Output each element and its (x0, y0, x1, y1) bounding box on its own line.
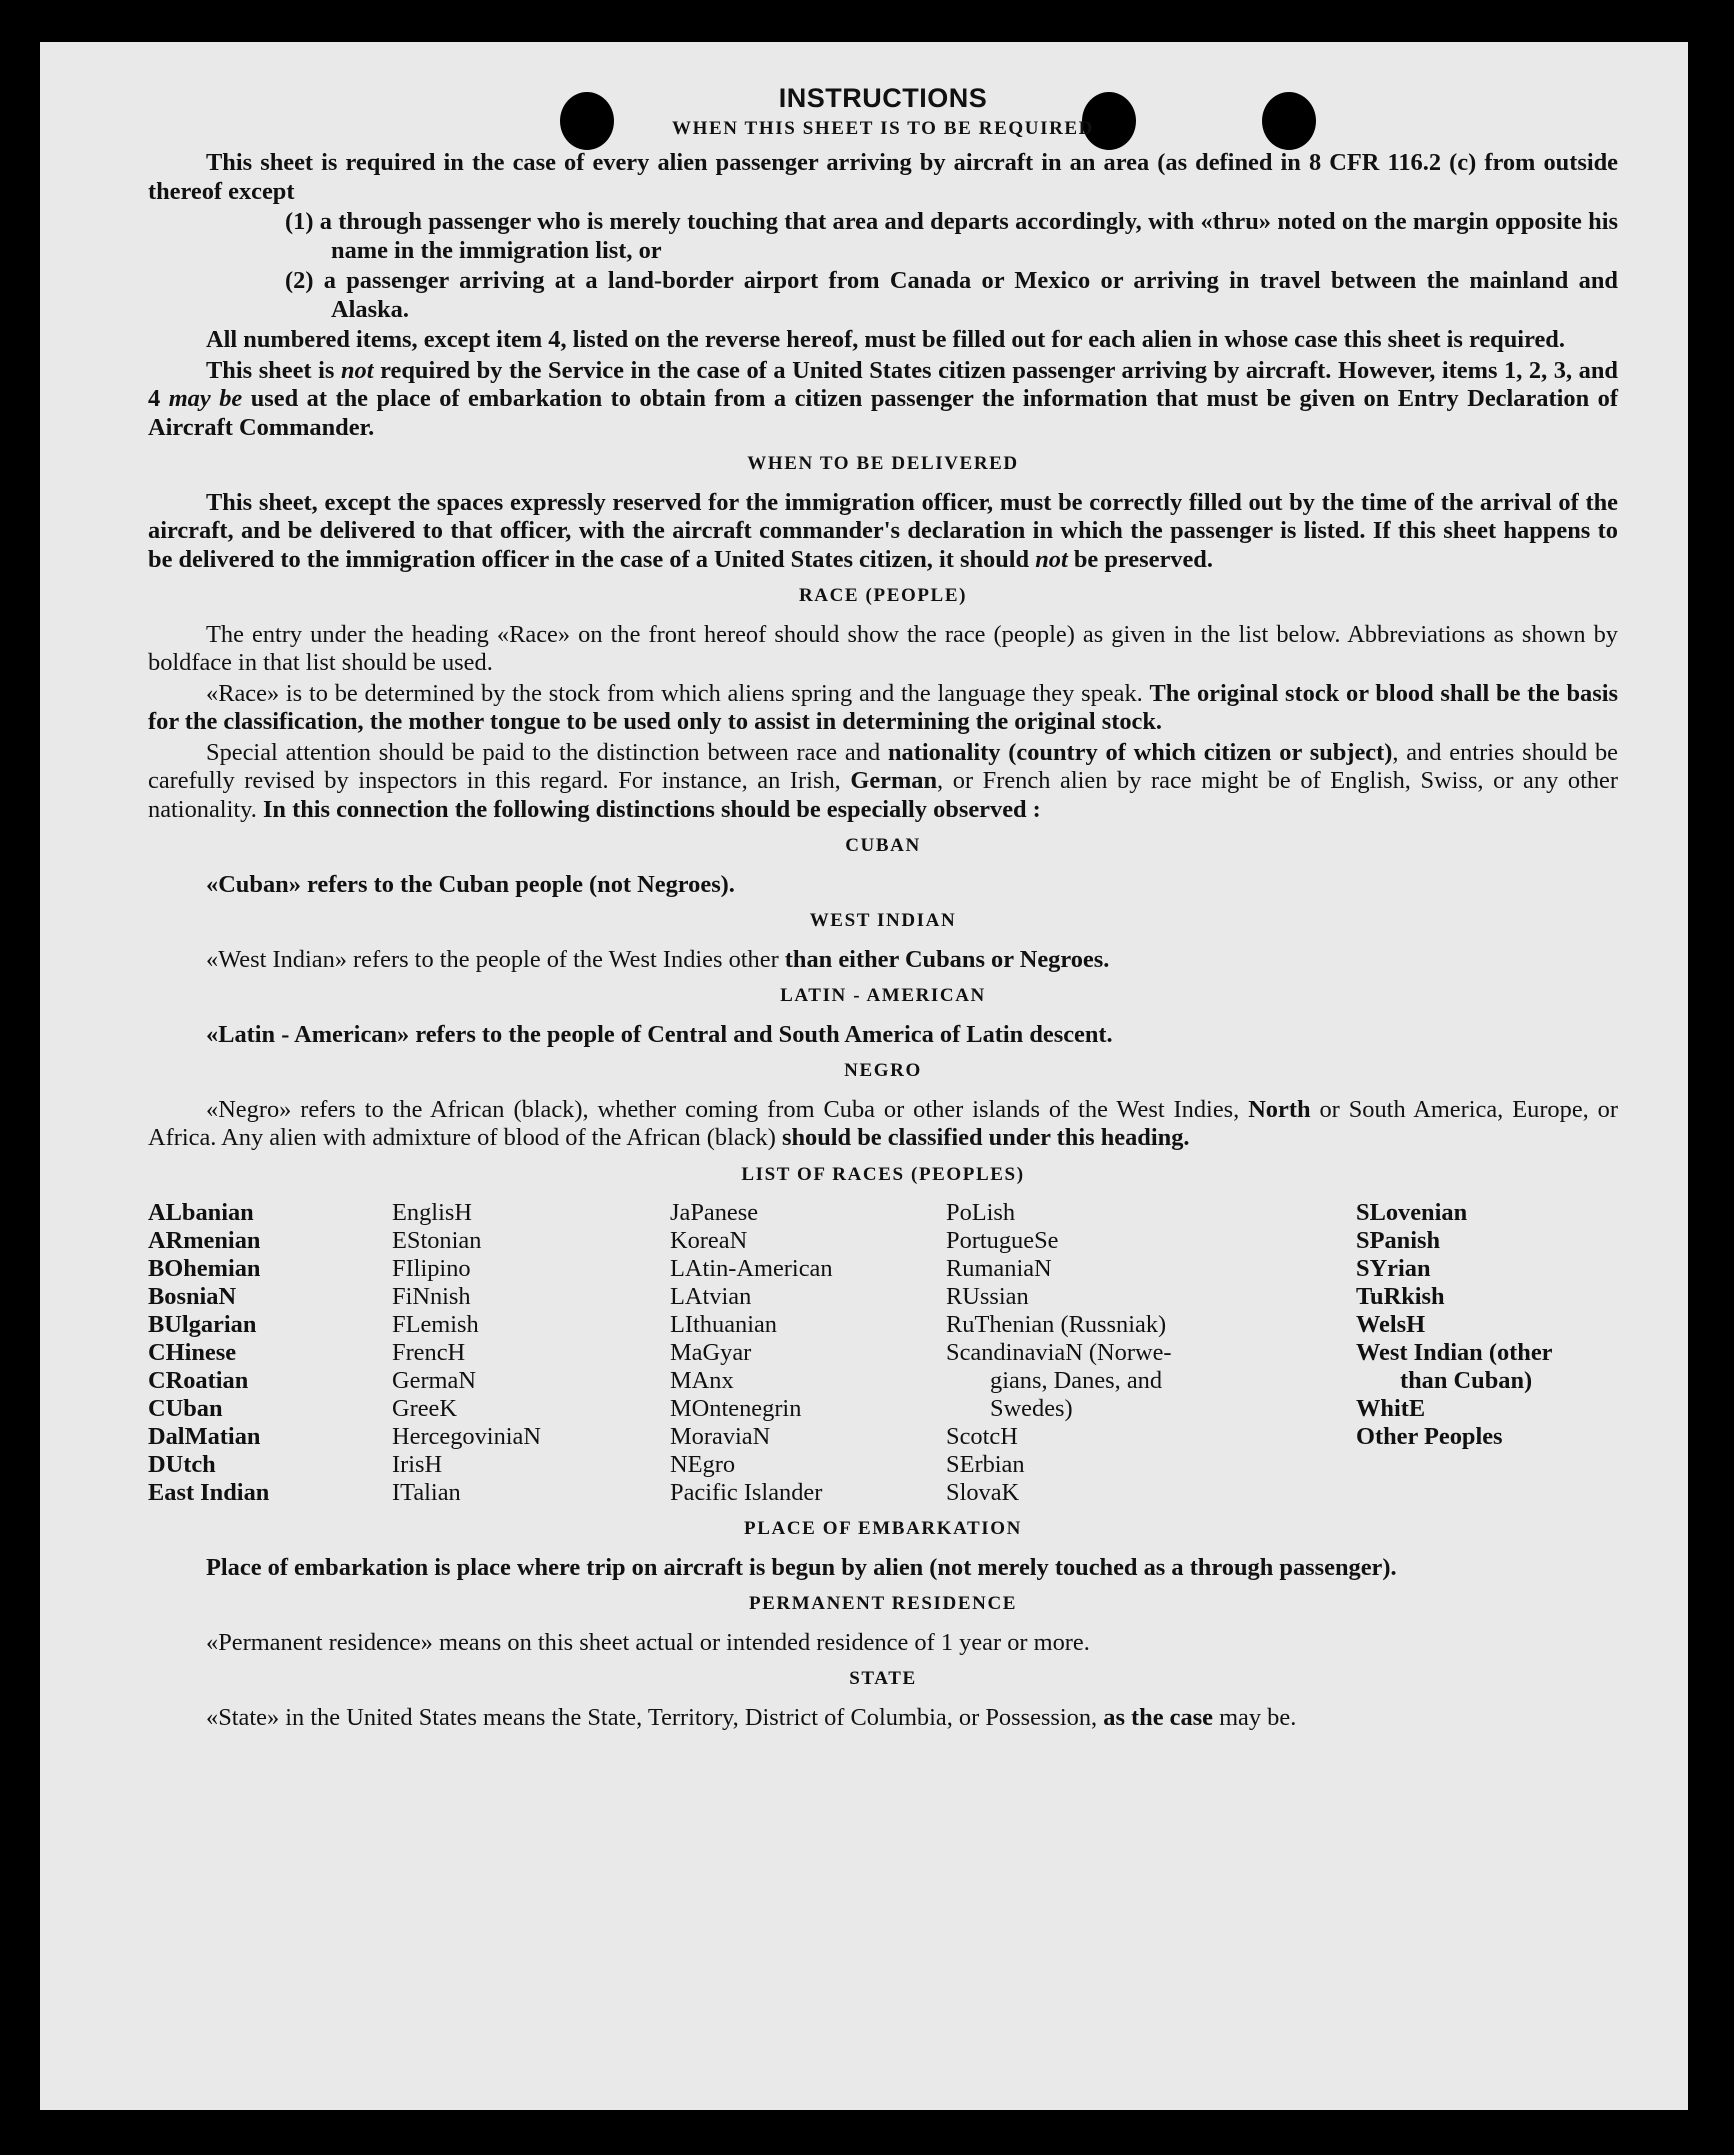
race-item: TuRkish (1356, 1283, 1445, 1310)
required-intro: This sheet is required in the case of every alien passenger arriving by aircraft in an area (as defined in 8 CFR 116.2 (c) from outside thereof except (148, 149, 1618, 205)
section-heading-residence: PERMANENT RESIDENCE (748, 1593, 1018, 1614)
text-run: passenger). (1273, 1553, 1397, 1581)
race-item: FIlipino (392, 1255, 471, 1282)
section-heading-race: RACE (PEOPLE) (798, 585, 968, 606)
text-run: may be. (1212, 1703, 1297, 1731)
race-column-3 (670, 1199, 946, 1507)
race-item: MaGyar (670, 1339, 752, 1366)
race-item: RUssian (946, 1283, 1029, 1310)
race-item: LIthuanian (670, 1311, 778, 1338)
race-item: RuThenian (Russniak) (946, 1311, 1167, 1338)
cuban-text: «Cuban» refers to the Cuban people (not Negroes). (206, 870, 735, 898)
race-item: GreeK (392, 1395, 458, 1422)
text-run: through (1189, 1553, 1274, 1581)
race-item: EStonian (392, 1227, 482, 1254)
text-run: than either Cubans or Negroes. (784, 945, 1110, 973)
race-column-5 (1356, 1199, 1618, 1507)
race-item: LAtin-American (670, 1255, 833, 1282)
race-item: MOntenegrin (670, 1395, 802, 1422)
race-item: ScotcH (946, 1423, 1018, 1450)
race-item: FLemish (392, 1311, 479, 1338)
race-item: WelsH (1356, 1311, 1426, 1338)
embarkation-text (148, 1554, 1618, 1583)
text-run: German (850, 767, 938, 794)
race-item: EnglisH (392, 1199, 472, 1226)
race-item: SlovaK (946, 1479, 1020, 1506)
negro-text (148, 1096, 1618, 1153)
race-item: DalMatian (148, 1423, 261, 1450)
race-item: MoraviaN (670, 1423, 771, 1450)
section-heading-cuban: CUBAN (845, 835, 921, 856)
required-para-2: All numbered items, except item 4, listed on the reverse hereof, must be filled out for each alien in whose case this sheet is required. (206, 326, 1565, 353)
text-run: used at the place of embarkation to obtain from a citizen passenger the information that must be given on Entry Declaration of Aircraft Commander. (148, 385, 1618, 441)
race-item: East Indian (148, 1479, 270, 1506)
section-heading-latin-american: LATIN - AMERICAN (780, 985, 986, 1006)
race-item: SPanish (1356, 1227, 1441, 1254)
emphasis-may-be: may be (168, 385, 243, 412)
race-column-1 (148, 1199, 392, 1507)
race-item: than Cuban) (1400, 1367, 1533, 1394)
race-item: West Indian (other (1356, 1339, 1553, 1366)
text-run: «West Indian» refers to the people of the West Indies other (206, 945, 785, 973)
race-column-2 (392, 1199, 670, 1507)
race-item: ARmenian (148, 1227, 261, 1254)
race-para-3 (148, 739, 1618, 825)
race-item: Swedes) (990, 1395, 1073, 1422)
required-item-1: (1) a through passenger who is merely touching that area and departs accordingly, with «thru» noted on the margin opposite his name in the immigration list, or (285, 208, 1618, 264)
text-run: required by the Service in the case of a United States citizen passenger arriving by aircraft. However, items 1, 2, 3, and 4 (148, 356, 1618, 412)
delivered-para (148, 489, 1618, 575)
text-run: North (1248, 1095, 1311, 1123)
race-item: NEgro (670, 1451, 736, 1478)
text-run: In this connection the following distinctions should be especially observed : (262, 795, 1041, 823)
race-item: PoLish (946, 1199, 1016, 1226)
section-heading-delivered: WHEN TO BE DELIVERED (747, 453, 1019, 474)
race-item: Pacific Islander (670, 1479, 823, 1506)
text-run: nationality (country of which citizen or subject) (887, 738, 1393, 766)
race-item: gians, Danes, and (990, 1367, 1163, 1394)
text-run: as the case (1103, 1703, 1213, 1731)
page-title: INSTRUCTIONS (778, 83, 988, 113)
section-heading-state: STATE (849, 1668, 917, 1689)
race-item: CUban (148, 1395, 223, 1422)
emphasis-not: not (340, 356, 374, 384)
residence-text: «Permanent residence» means on this sheet actual or intended residence of 1 year or more. (206, 1628, 1090, 1656)
race-item: ITalian (392, 1479, 461, 1506)
race-item: GermaN (392, 1367, 476, 1394)
text-run: be preserved. (1067, 545, 1213, 573)
race-item: KoreaN (670, 1227, 748, 1254)
west-indian-text (148, 946, 1618, 975)
race-item: RumaniaN (946, 1255, 1052, 1282)
race-list (148, 1199, 1618, 1507)
text-run: The original stock or blood shall be the basis for the classification, the mother tongue to be used only to assist in determining the original stock. (148, 679, 1618, 735)
race-item: SYrian (1356, 1255, 1431, 1282)
race-item: IrisH (392, 1451, 443, 1478)
race-item: ALbanian (148, 1199, 254, 1226)
text-run: or South America, Europe, or Africa. Any alien with admixture of blood of the African (black) (148, 1095, 1619, 1151)
race-item: BosniaN (148, 1283, 237, 1310)
race-item: MAnx (670, 1367, 734, 1394)
race-item: FrencH (392, 1339, 466, 1366)
required-para-3 (148, 357, 1618, 443)
text-run: «Race» is to be determined by the stock from which aliens spring and the language they speak. (206, 679, 1150, 707)
required-item-2: (2) a passenger arriving at a land-border airport from Canada or Mexico or arriving in travel between the mainland and Alaska. (285, 267, 1618, 323)
text-run: should be classified under this heading. (781, 1124, 1190, 1151)
text-run: , and entries should be carefully revised by inspectors in this regard. For instance, an Irish, (148, 738, 1618, 794)
race-item: Other Peoples (1356, 1423, 1503, 1450)
text-run: «State» in the United States means the State, Territory, District of Columbia, or Possession, (206, 1703, 1104, 1731)
text-run: , or French alien by race might be of English, Swiss, or any other nationality. (148, 767, 1618, 823)
race-column-4 (946, 1199, 1356, 1507)
text-run: This sheet, except the spaces expressly reserved for the immigration officer, must be correctly filled out by the time of the arrival of the aircraft, and be delivered to that officer, with the aircraft commander's declaration in which the passenger is listed. If this sheet happens to be delivered to the immigration officer in the case of a United States citizen, it should (148, 488, 1618, 573)
race-item: CHinese (148, 1339, 237, 1366)
latin-american-text: «Latin - American» refers to the people of Central and South America of Latin descent. (206, 1020, 1113, 1048)
section-heading-required: WHEN THIS SHEET IS TO BE REQUIRED (671, 117, 1095, 139)
section-heading-list-of-races: LIST OF RACES (PEOPLES) (741, 1163, 1025, 1185)
text-run: This sheet is (206, 356, 341, 384)
race-para-1: The entry under the heading «Race» on the front hereof should show the race (people) as given in the list below. Abbreviations as shown by boldface in that list should be used. (148, 620, 1618, 676)
race-item: FiNnish (392, 1283, 471, 1310)
emphasis-not: not (1035, 545, 1068, 573)
race-item: SLovenian (1356, 1199, 1468, 1226)
race-item: JaPanese (670, 1199, 759, 1226)
race-item: DUtch (148, 1451, 216, 1478)
section-heading-negro: NEGRO (844, 1060, 922, 1081)
race-para-2 (148, 680, 1618, 737)
race-item: HercegoviniaN (392, 1423, 541, 1450)
race-item: SErbian (946, 1451, 1025, 1478)
document-sheet (40, 42, 1688, 2110)
race-item: WhitE (1356, 1395, 1426, 1422)
section-heading-west-indian: WEST INDIAN (809, 910, 957, 931)
race-item: PortugueSe (946, 1227, 1059, 1254)
text-run: «Negro» refers to the African (black), whether coming from Cuba or other islands of the West Indies, (206, 1095, 1249, 1123)
race-item: BUlgarian (148, 1311, 257, 1338)
text-run: Special attention should be paid to the distinction between race and (206, 738, 888, 766)
state-text (148, 1704, 1618, 1733)
race-item: LAtvian (670, 1283, 752, 1310)
text-run: Place of embarkation is place where trip on aircraft is begun by alien (not merely touched as a (206, 1553, 1190, 1581)
race-item: CRoatian (148, 1367, 249, 1394)
race-item: BOhemian (148, 1255, 261, 1282)
race-item: ScandinaviaN (Norwe- (946, 1339, 1172, 1366)
document-content (148, 84, 1618, 1734)
section-heading-embarkation: PLACE OF EMBARKATION (744, 1518, 1022, 1539)
